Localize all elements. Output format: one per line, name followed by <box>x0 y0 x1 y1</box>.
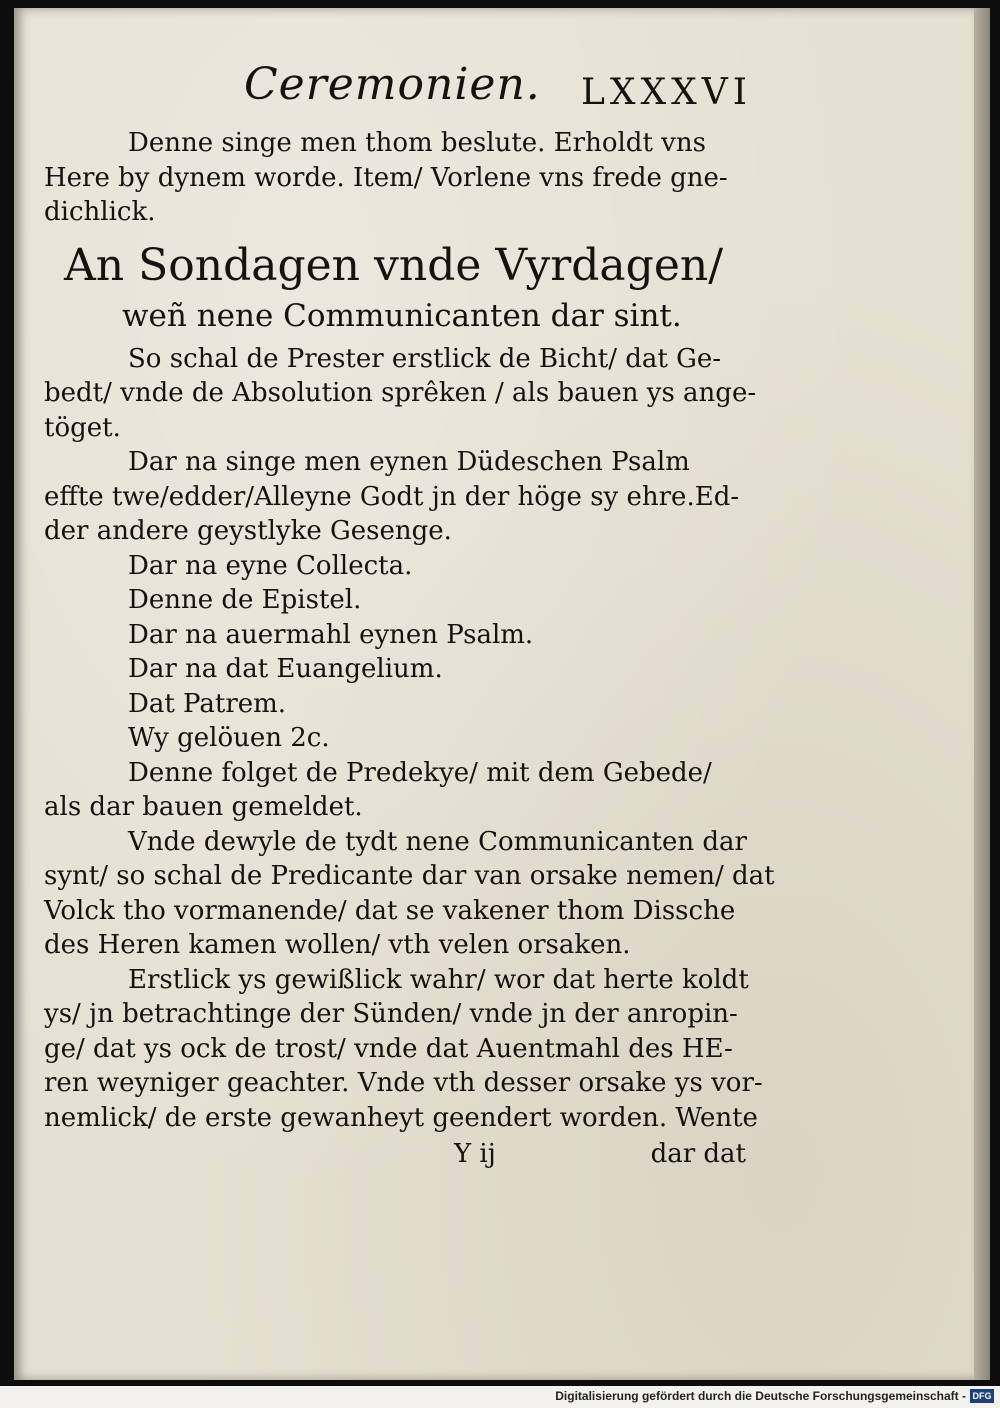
section-heading: An Sondagen vnde Vyrdagen/ <box>64 239 724 291</box>
text-line: Volck tho vormanende/ dat se vakener thom Dissche <box>44 895 736 926</box>
list-item: Denne de Epistel. <box>128 585 362 615</box>
folio-number: LXXXVI <box>580 72 752 113</box>
text-line: Dar na singe men eynen Düdeschen Psalm <box>128 447 690 477</box>
text-line: synt/ so schal de Predicante dar van orsake nemen/ dat <box>44 861 775 891</box>
page-header <box>44 59 756 126</box>
text-line: ren weyniger geachter. Vnde vth desser orsake ys vor- <box>44 1068 763 1098</box>
running-head: Ceremonien. <box>244 59 541 110</box>
text-line: töget. <box>44 412 121 443</box>
signature-mark: Y ij <box>454 1139 496 1169</box>
dfg-footer-bar <box>0 1386 1000 1408</box>
text-line: Erstlick ys gewißlick wahr/ wor dat herte koldt <box>128 964 749 995</box>
list-item: Dar na auermahl eynen Psalm. <box>128 619 534 650</box>
text-line: nemlick/ de erste gewanheyt geendert worden. Wente <box>44 1102 758 1133</box>
text-line: Denne singe men thom beslute. Erholdt vns <box>128 128 706 158</box>
text-line: bedt/ vnde de Absolution sprêken / als bauen ys ange- <box>44 378 757 408</box>
dfg-notice: Digitalisierung gefördert durch die Deutsche Forschungsgemeinschaft - <box>555 1389 966 1403</box>
text-line: effte twe/edder/Alleyne Godt jn der höge sy ehre.Ed- <box>44 481 740 512</box>
text-line: der andere geystlyke Gesenge. <box>44 516 452 546</box>
text-line: ys/ jn betrachtinge der Sünden/ vnde jn der anropin- <box>44 999 738 1029</box>
text-line: dichlick. <box>44 197 156 227</box>
list-item: Dat Patrem. <box>128 688 287 719</box>
text-line: Denne folget de Predekye/ mit dem Gebede/ <box>128 757 712 788</box>
text-line: ge/ dat ys ock de trost/ vnde dat Auentmahl des HE- <box>44 1033 733 1064</box>
list-item: Wy gelöuen 2c. <box>128 723 330 753</box>
text-line: So schal de Prester erstlick de Bicht/ dat Ge- <box>128 343 722 374</box>
section-subheading: weñ nene Communicanten dar sint. <box>122 297 682 334</box>
page-text <box>44 59 775 1173</box>
text-line: Here by dynem worde. Item/ Vorlene vns frede gne- <box>44 162 728 193</box>
page-footer <box>44 1137 756 1173</box>
page-edge <box>972 8 990 1380</box>
list-item: Dar na eyne Collecta. <box>128 550 413 581</box>
dfg-logo: DFG <box>970 1389 994 1403</box>
catchword: dar dat <box>650 1139 746 1169</box>
list-item: Dar na dat Euangelium. <box>128 654 443 684</box>
text-line: als dar bauen gemeldet. <box>44 792 363 822</box>
text-line: Vnde dewyle de tydt nene Communicanten dar <box>128 826 747 857</box>
text-line: des Heren kamen wollen/ vth velen orsaken. <box>44 930 631 960</box>
